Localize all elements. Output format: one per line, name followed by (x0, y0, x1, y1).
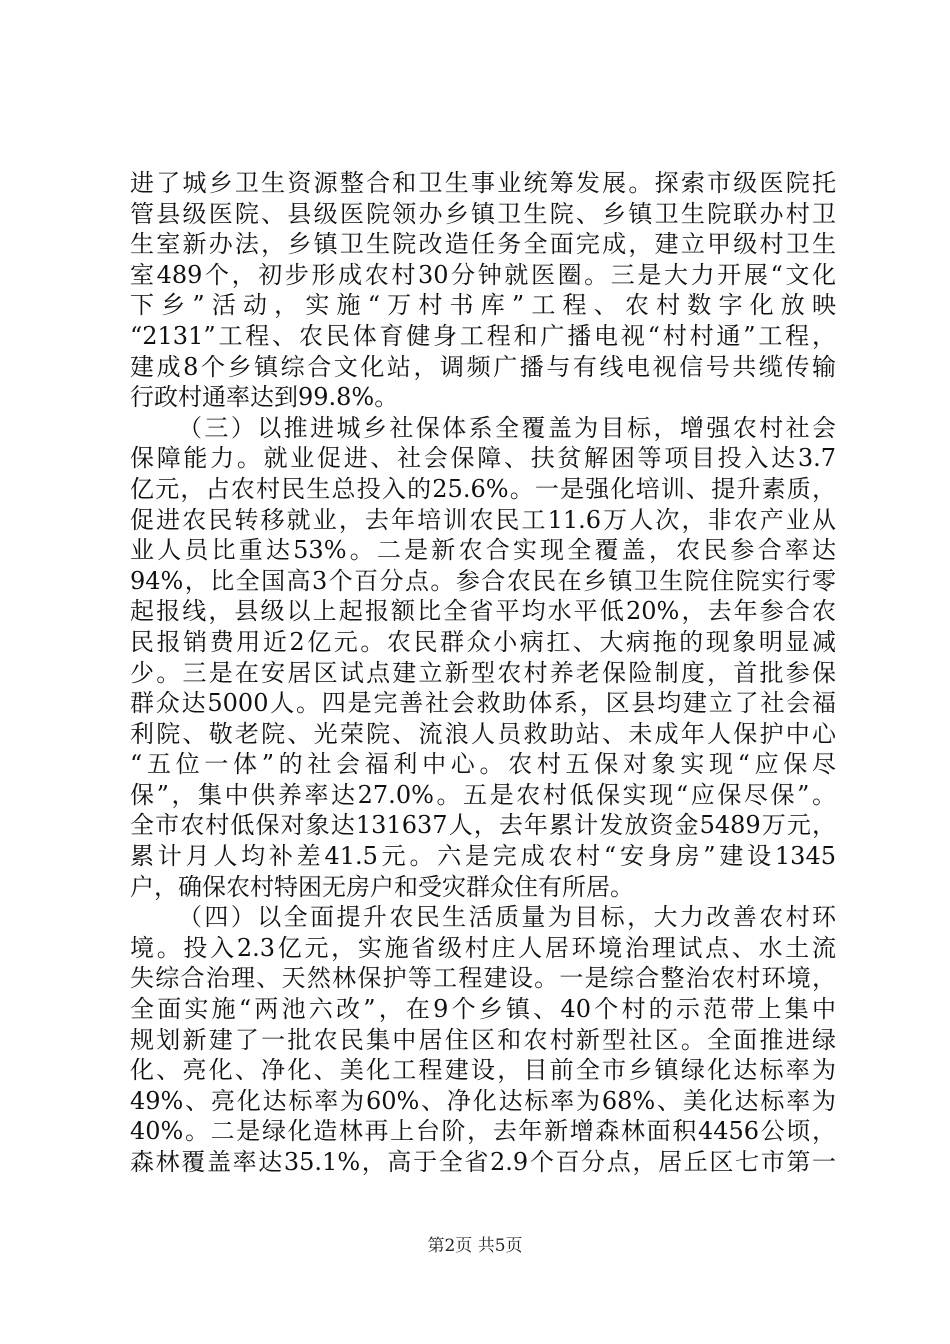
text-line: 业人员比重达53%。二是新农合实现全覆盖，农民参合率达 (130, 536, 836, 565)
text-line: “五位一体”的社会福利中心。农村五保对象实现“应保尽 (130, 750, 836, 779)
text-line: 建成8个乡镇综合文化站，调频广播与有线电视信号共缆传输 (130, 352, 836, 381)
text-line: 起报线，县级以上起报额比全省平均水平低20%，去年参合农 (130, 597, 836, 626)
text-line: 促进农民转移就业，去年培训农民工11.6万人次，非农产业从 (130, 505, 836, 534)
text-line: “2131”工程、农民体育健身工程和广播电视“村村通”工程， (130, 321, 836, 350)
text-line: 化、亮化、净化、美化工程建设，目前全市乡镇绿化达标率为 (130, 1056, 836, 1085)
text-line: 行政村通率达到99.8%。 (130, 383, 399, 412)
text-line: 全市农村低保对象达131637人，去年累计发放资金5489万元， (130, 811, 836, 840)
text-line: 少。三是在安居区试点建立新型农村养老保险制度，首批参保 (130, 658, 836, 687)
section-three-heading-line: （三）以推进城乡社保体系全覆盖为目标，增强农村社会 (178, 413, 836, 442)
section-four-heading-line: （四）以全面提升农民生活质量为目标，大力改善农村环 (178, 903, 836, 932)
text-line: 群众达5000人。四是完善社会救助体系，区县均建立了社会福 (130, 689, 836, 718)
text-line: 累计月人均补差41.5元。六是完成农村“安身房”建设1345 (130, 842, 836, 871)
text-line: 户，确保农村特困无房户和受灾群众住有所居。 (130, 872, 634, 901)
text-line: 民报销费用近2亿元。农民群众小病扛、大病拖的现象明显减 (130, 627, 836, 656)
text-line: 失综合治理、天然林保护等工程建设。一是综合整治农村环境， (130, 964, 836, 993)
text-line: 进了城乡卫生资源整合和卫生事业统筹发展。探索市级医院托 (130, 169, 836, 197)
text-line: 管县级医院、县级医院领办乡镇卫生院、乡镇卫生院联办村卫 (130, 199, 836, 228)
text-line: 全面实施“两池六改”，在9个乡镇、40个村的示范带上集中 (130, 995, 836, 1024)
text-line: 森林覆盖率达35.1%，高于全省2.9个百分点，居丘区七市第一 (130, 1148, 836, 1176)
text-line: 40%。二是绿化造林再上台阶，去年新增森林面积4456公顷， (130, 1117, 836, 1146)
text-line: 保障能力。就业促进、社会保障、扶贫解困等项目投入达3.7 (130, 444, 836, 473)
text-line: 94%，比全国高3个百分点。参合农民在乡镇卫生院住院实行零 (130, 566, 836, 595)
text-line: 49%、亮化达标率为60%、净化达标率为68%、美化达标率为 (130, 1086, 836, 1115)
text-line: 境。投入2.3亿元，实施省级村庄人居环境治理试点、水土流 (130, 933, 836, 962)
text-line: 规划新建了一批农民集中居住区和农村新型社区。全面推进绿 (130, 1025, 836, 1054)
text-line: 亿元，占农村民生总投入的25.6%。一是强化培训、提升素质， (130, 474, 836, 503)
page-number-footer: 第2页 共5页 (427, 1236, 523, 1256)
document-body (130, 168, 836, 1178)
text-line: 利院、敬老院、光荣院、流浪人员救助站、未成年人保护中心 (130, 719, 836, 748)
text-line: 室489个，初步形成农村30分钟就医圈。三是大力开展“文化 (130, 260, 836, 289)
text-line: 生室新办法，乡镇卫生院改造任务全面完成，建立甲级村卫生 (130, 230, 836, 259)
text-line: 保”，集中供养率达27.0%。五是农村低保实现“应保尽保”。 (130, 780, 836, 809)
text-line: 下乡”活动，实施“万村书库”工程、农村数字化放映 (130, 291, 836, 320)
